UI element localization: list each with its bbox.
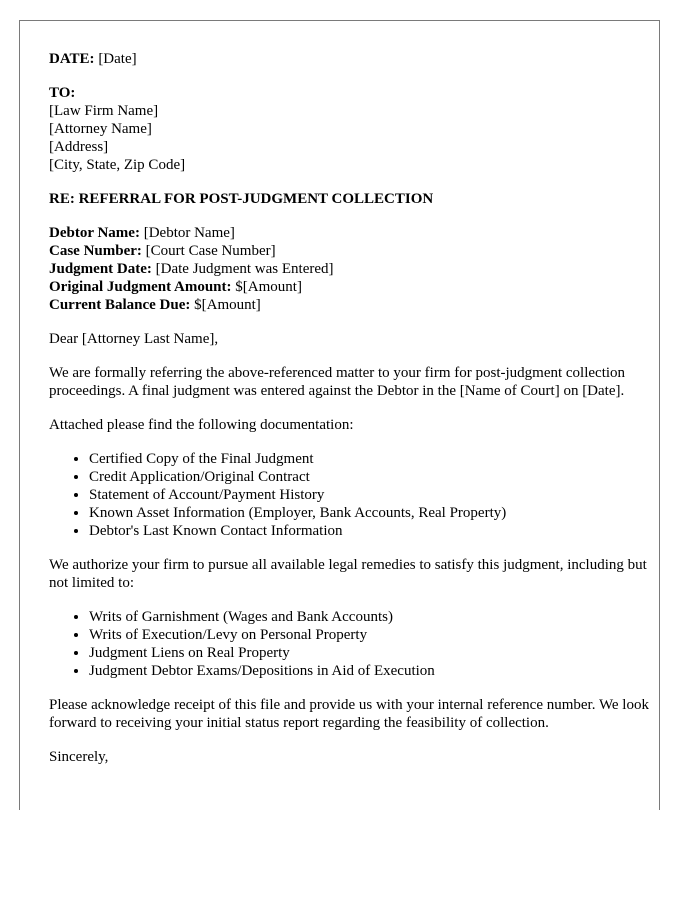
- current-balance-line: [49, 296, 649, 314]
- letter-page: [19, 20, 660, 810]
- judgment-date-label: Judgment Date:: [49, 261, 152, 277]
- list-item: • Known Asset Information (Employer, Bank Accounts, Real Property): [89, 504, 649, 522]
- debtor-name-line: [49, 224, 649, 242]
- recipient-address: [Address]: [49, 139, 109, 155]
- recipient-law-firm: [Law Firm Name]: [49, 103, 159, 119]
- case-number-value: [Court Case Number]: [141, 243, 276, 259]
- debtor-name-value: [Debtor Name]: [139, 225, 235, 241]
- judgment-date-value: [Date Judgment was Entered]: [151, 261, 334, 277]
- list-item: • Writs of Garnishment (Wages and Bank Accounts): [89, 608, 649, 626]
- list-item: • Judgment Debtor Exams/Depositions in Aid of Execution: [89, 662, 649, 680]
- debtor-name-label: Debtor Name:: [49, 225, 140, 241]
- list-item: • Certified Copy of the Final Judgment: [89, 450, 649, 468]
- date-value: [Date]: [94, 51, 137, 67]
- case-number-label: Case Number:: [49, 243, 142, 259]
- documentation-list: [49, 450, 649, 540]
- remedies-list: [49, 608, 649, 680]
- recipient-city-state-zip: [City, State, Zip Code]: [49, 157, 186, 173]
- closing-paragraph: Please acknowledge receipt of this file and provide us with your internal reference number. We look forward to receiving your initial status report regarding the feasibility of collection.: [49, 697, 649, 731]
- current-balance-value: $[Amount]: [190, 297, 261, 313]
- judgment-date-line: [49, 260, 649, 278]
- recipient-block: [49, 84, 649, 174]
- recipient-label: TO:: [49, 85, 76, 101]
- letter-body: [49, 50, 649, 782]
- list-item: • Judgment Liens on Real Property: [89, 644, 649, 662]
- date-label: DATE:: [49, 51, 95, 67]
- date-line: [49, 50, 649, 68]
- list-item: • Writs of Execution/Levy on Personal Property: [89, 626, 649, 644]
- salutation: Dear [Attorney Last Name],: [49, 331, 219, 347]
- list-item: • Statement of Account/Payment History: [89, 486, 649, 504]
- authorize-paragraph: We authorize your firm to pursue all available legal remedies to satisfy this judgment, including but not limited to:: [49, 557, 647, 591]
- current-balance-label: Current Balance Due:: [49, 297, 191, 313]
- intro-paragraph: We are formally referring the above-referenced matter to your firm for post-judgment collection proceedings. A final judgment was entered against the Debtor in the [Name of Court] on [Date].: [49, 365, 626, 399]
- subject-line: RE: REFERRAL FOR POST-JUDGMENT COLLECTION: [49, 191, 434, 207]
- original-amount-line: [49, 278, 649, 296]
- sign-off: Sincerely,: [49, 749, 109, 765]
- original-amount-label: Original Judgment Amount:: [49, 279, 232, 295]
- recipient-attorney: [Attorney Name]: [49, 121, 152, 137]
- case-number-line: [49, 242, 649, 260]
- original-amount-value: $[Amount]: [231, 279, 302, 295]
- list-item: • Credit Application/Original Contract: [89, 468, 649, 486]
- case-details-block: [49, 224, 649, 314]
- attached-intro: Attached please find the following documentation:: [49, 417, 354, 433]
- list-item: • Debtor's Last Known Contact Information: [89, 522, 649, 540]
